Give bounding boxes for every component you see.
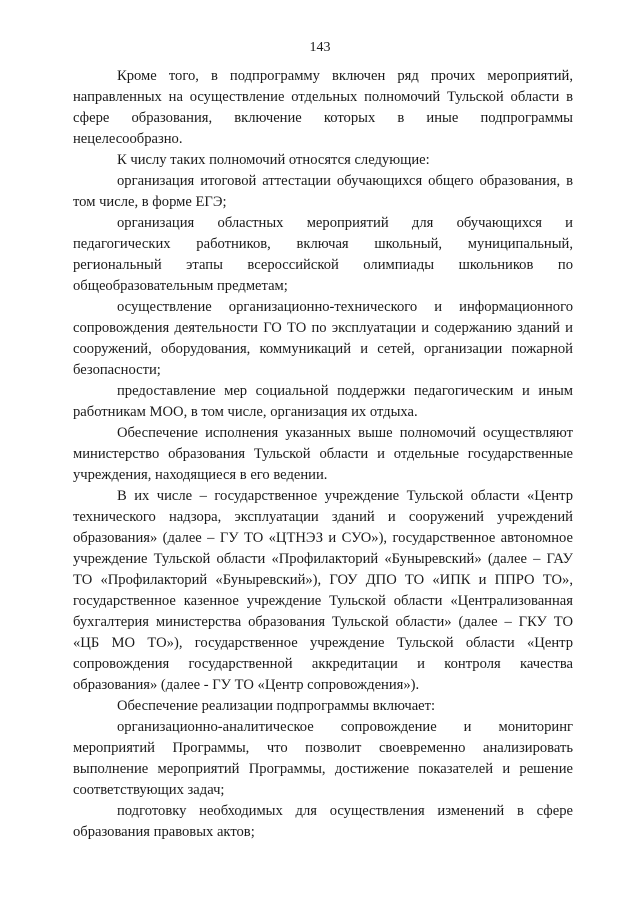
paragraph-implementation-heading: Обеспечение реализации подпрограммы включает: [117, 698, 436, 714]
paragraph-execution: Обеспечение исполнения указанных выше полномочий осуществляют министерство образования Тульской области и отдельные государственные учреждения, находящиеся в его ведении. [73, 425, 573, 483]
paragraph-legal-acts: подготовку необходимых для осуществления изменений в сфере образования правовых актов; [73, 803, 573, 840]
paragraph-social-support: предоставление мер социальной поддержки педагогическим и иным работникам МОО, в том числе, организация их отдыха. [73, 383, 573, 420]
document-body [73, 66, 573, 843]
paragraph-institutions: В их числе – государственное учреждение Тульской области «Центр технического надзора, эксплуатации зданий и сооружений учреждений образования» (далее – ГУ ТО «ЦТНЭЗ и СУО»), государственное автономное учреждение Тульской области «Профилакторий «Буныревский» (далее – ГАУ ТО «Профилакторий «Буныревский»), ГОУ ДПО ТО «ИПК и ППРО ТО», государственное казенное учреждение Тульской области «Централизованная бухгалтерия министерства образования Тульской области» (далее – ГКУ ТО «ЦБ МО ТО»), государственное учреждение Тульской области «Центр сопровождения государственной аккредитации и контроля качества образования» (далее - ГУ ТО «Центр сопровождения»). [73, 488, 573, 693]
paragraph-monitoring: организационно-аналитическое сопровождение и мониторинг мероприятий Программы, что позволит своевременно анализировать выполнение мероприятий Программы, достижение показателей и решение соответствующих задач; [73, 719, 573, 798]
page-number: 143 [309, 40, 331, 55]
paragraph-exam-certification: организация итоговой аттестации обучающихся общего образования, в том числе, в форме ЕГЭ; [73, 173, 573, 210]
paragraph-intro: Кроме того, в подпрограмму включен ряд прочих мероприятий, направленных на осуществление отдельных полномочий Тульской области в сфере образования, включение которых в иные подпрограммы нецелесообразно. [73, 68, 573, 147]
paragraph-technical-support: осуществление организационно-технического и информационного сопровождения деятельности ГО ТО по эксплуатации и содержанию зданий и сооружений, оборудования, коммуникаций и сетей, организации пожарной безопасности; [73, 299, 573, 378]
paragraph-powers-heading: К числу таких полномочий относятся следующие: [117, 152, 430, 168]
paragraph-olympiad-events: организация областных мероприятий для обучающихся и педагогических работников, включая школьный, муниципальный, региональный этапы всероссийской олимпиады школьников по общеобразовательным предметам; [73, 215, 573, 294]
